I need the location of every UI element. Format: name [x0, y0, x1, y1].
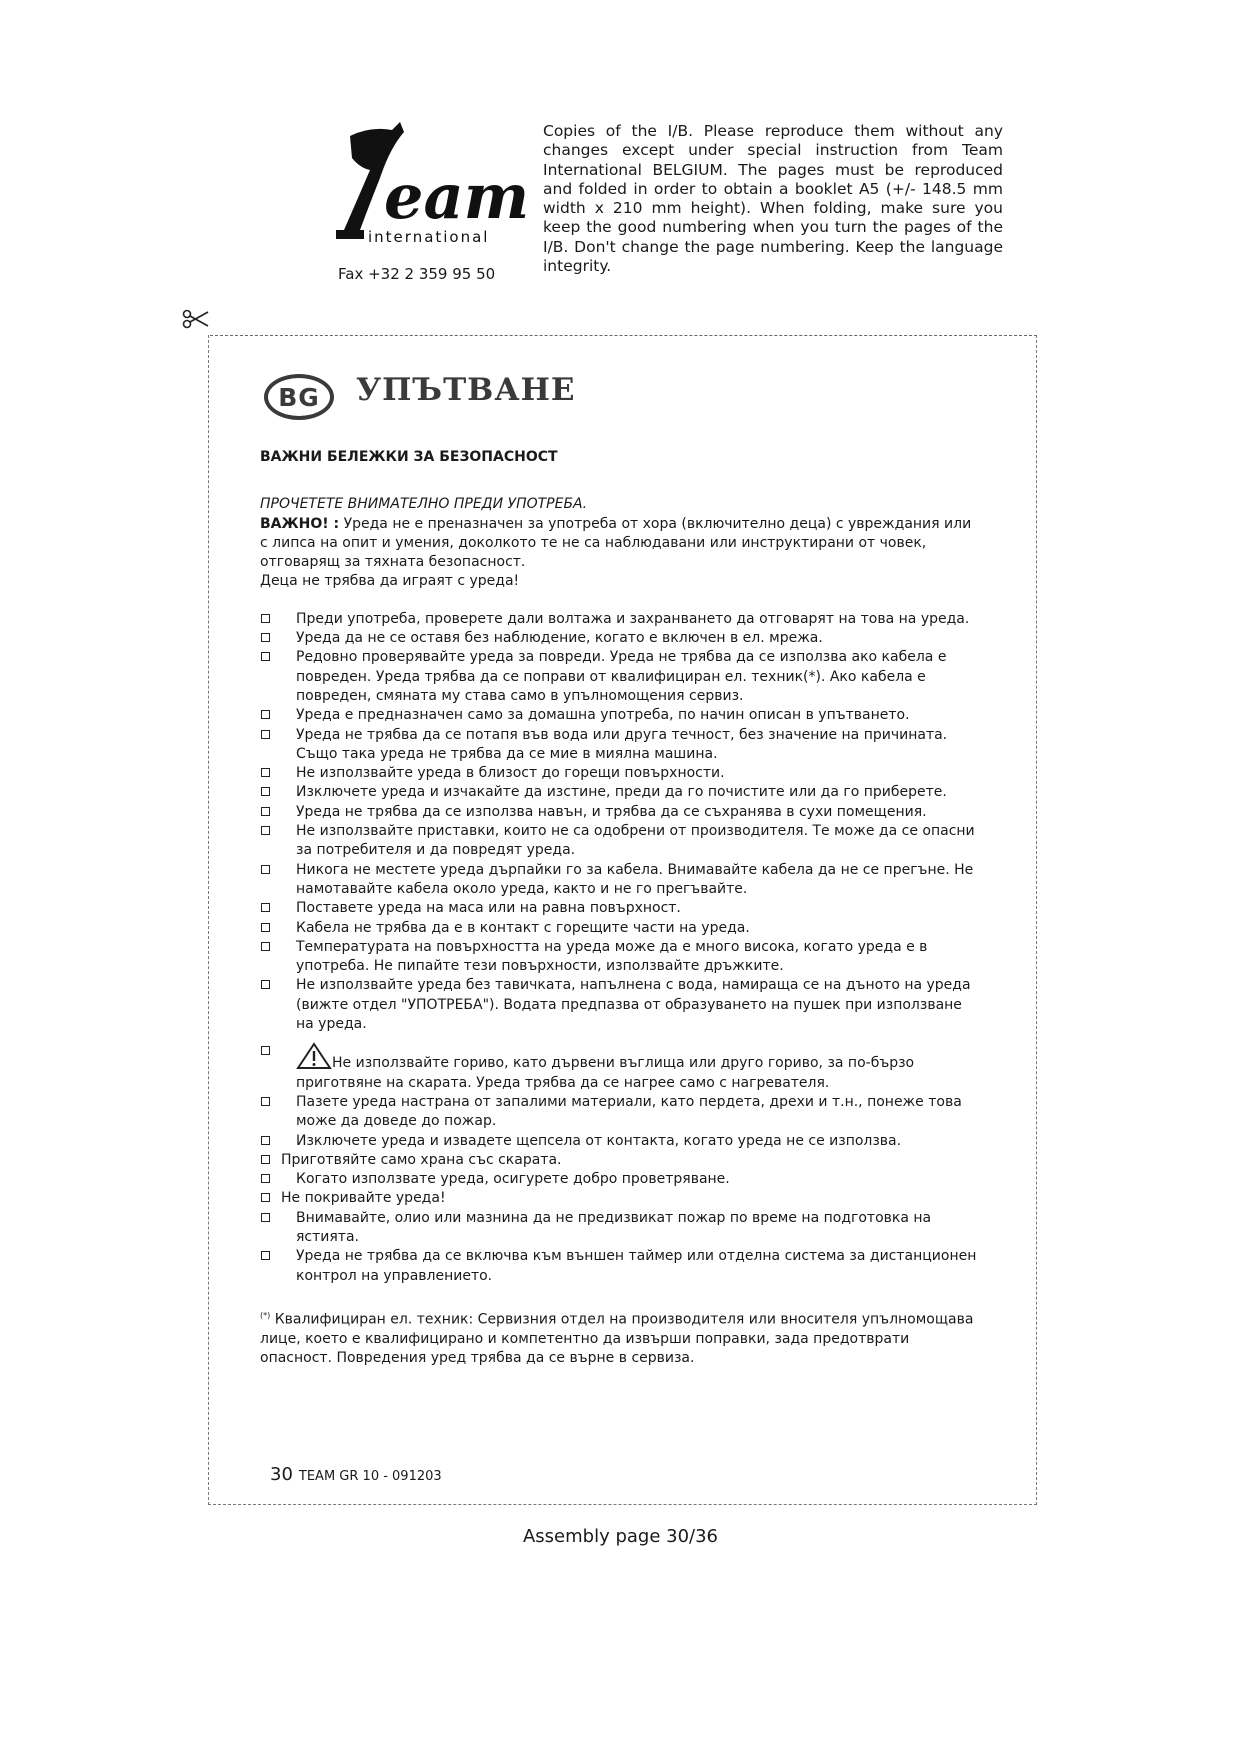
checkbox-bullet-icon — [261, 1046, 270, 1055]
fax-number: Fax +32 2 359 95 50 — [338, 265, 496, 283]
checkbox-bullet-icon — [261, 1097, 270, 1106]
list-item: Не използвайте уреда без тавичката, напълнена с вода, намираща се на дъното на уреда (вижте отдел "УПОТРЕБА"). Водата предпазва от образуването на пушек при използване на уреда. — [260, 976, 982, 1034]
page-footer — [270, 1464, 442, 1485]
list-item: Изключете уреда и извадете щепсела от контакта, когато уреда не се използва. — [260, 1132, 982, 1151]
checkbox-bullet-icon — [261, 923, 270, 932]
list-item: Уреда е предназначен само за домашна употреба, по начин описан в упътването. — [260, 706, 982, 725]
checkbox-bullet-icon — [261, 652, 270, 661]
important-label: ВАЖНО! : — [260, 515, 340, 532]
list-item: Не използвайте приставки, които не са одобрени от производителя. Те може да се опасни за потребителя и да повредят уреда. — [260, 822, 982, 861]
team-international-logo — [330, 118, 530, 258]
checkbox-bullet-icon — [261, 633, 270, 642]
checkbox-bullet-icon — [261, 1136, 270, 1145]
section-title: ВАЖНИ БЕЛЕЖКИ ЗА БЕЗОПАСНОСТ — [260, 449, 558, 465]
footnote — [260, 1306, 982, 1369]
checkbox-bullet-icon — [261, 865, 270, 874]
list-item: Уреда не трябва да се използва навън, и трябва да се съхранява в сухи помещения. — [260, 803, 982, 822]
list-item: Редовно проверявайте уреда за повреди. Уреда не трябва да се използва ако кабела е повреден. Уреда трябва да се поправи от квалифициран ел. техник(*). Ако кабела е повреден, смяната му става само в упълномощения сервиз. — [260, 648, 982, 706]
list-item: Не покривайте уреда! — [260, 1189, 982, 1208]
footnote-mark: (*) — [260, 1310, 271, 1320]
scissors-icon — [182, 308, 210, 330]
list-item: Приготвяйте само храна със скарата. — [260, 1151, 982, 1170]
list-item: Поставете уреда на маса или на равна повърхност. — [260, 899, 982, 918]
list-item: Пазете уреда настрана от запалими материали, като пердета, дрехи и т.н., понеже това може да доведе до пожар. — [260, 1093, 982, 1132]
list-item: Никога не местете уреда дърпайки го за кабела. Внимавайте кабела да не се прегъне. Не намотавайте кабела около уреда, както и не го прегъвайте. — [260, 861, 982, 900]
list-item: Изключете уреда и изчакайте да изстине, преди да го почистите или да го приберете. — [260, 783, 982, 802]
checkbox-bullet-icon — [261, 730, 270, 739]
language-badge: BG — [264, 374, 334, 420]
safety-list — [260, 610, 982, 1286]
assembly-page-label: Assembly page 30/36 — [522, 1526, 719, 1547]
list-item: Преди употреба, проверете дали волтажа и захранването да отговарят на това на уреда. — [260, 610, 982, 629]
checkbox-bullet-icon — [261, 1155, 270, 1164]
list-item: Не използвайте уреда в близост до горещи повърхности. — [260, 764, 982, 783]
children-warning: Деца не трябва да играят с уреда! — [260, 573, 520, 590]
checkbox-bullet-icon — [261, 1251, 270, 1260]
list-item: Уреда да не се оставя без наблюдение, когато е включен в ел. мрежа. — [260, 629, 982, 648]
footnote-text: Квалифициран ел. техник: Сервизния отдел на производителя или вносителя упълномощава лице, което е квалифицирано и компетентно да извърши поправки, зада предотврати опасност. Повредения уред трябва да се върне в сервиза. — [260, 1311, 974, 1367]
read-carefully-note: ПРОЧЕТЕТЕ ВНИМАТЕЛНО ПРЕДИ УПОТРЕБА. — [260, 496, 588, 513]
list-item: Кабела не трябва да е в контакт с горещите части на уреда. — [260, 919, 982, 938]
list-item: Когато използвате уреда, осигурете добро проветряване. — [260, 1170, 982, 1189]
page-number: 30 — [270, 1464, 293, 1485]
list-item: Уреда не трябва да се потапя във вода или друга течност, без значение на причината. Също така уреда не трябва да се мие в миялна машина. — [260, 726, 982, 765]
warning-triangle-icon — [296, 1042, 332, 1070]
checkbox-bullet-icon — [261, 768, 270, 777]
list-item: Внимавайте, олио или мазнина да не предизвикат пожар по време на подготовка на ястията. — [260, 1209, 982, 1248]
important-text: Уреда не е преназначен за употреба от хора (включително деца) с увреждания или с липса на опит и умения, доколкото те не са наблюдавани или инструктирани от човек, отговарящ за тяхната безопасност. — [260, 515, 972, 571]
checkbox-bullet-icon — [261, 1193, 270, 1202]
svg-text:international: international — [368, 228, 490, 246]
list-item: Температурата на повърхността на уреда може да е много висока, когато уреда е в употреба. Не пипайте тези повърхности, използвайте дръжките. — [260, 938, 982, 977]
checkbox-bullet-icon — [261, 826, 270, 835]
checkbox-bullet-icon — [261, 942, 270, 951]
checkbox-bullet-icon — [261, 1174, 270, 1183]
model-code: TEAM GR 10 - 091203 — [298, 1469, 442, 1484]
checkbox-bullet-icon — [261, 1213, 270, 1222]
checkbox-bullet-icon — [261, 614, 270, 623]
checkbox-bullet-icon — [261, 787, 270, 796]
reproduction-instructions: Copies of the I/B. Please reproduce them without any changes except under special instruction from Team International BELGIUM. The pages must be reproduced and folded in order to obtain a booklet A5 (+/- 148.5 mm width x 210 mm height). When folding, make sure you keep the good numbering when you turn the pages of the I/B. Don't change the page numbering. Keep the language integrity. — [543, 122, 1003, 276]
checkbox-bullet-icon — [261, 807, 270, 816]
page-title: УПЪТВАНЕ — [356, 372, 576, 408]
checkbox-bullet-icon — [261, 710, 270, 719]
safety-content — [260, 448, 982, 1368]
checkbox-bullet-icon — [261, 903, 270, 912]
list-item-hazard: Не използвайте гориво, като дървени въглища или друго гориво, за по-бързо приготвяне на скарата. Уреда трябва да се нагрее само с нагревателя. — [260, 1034, 982, 1093]
svg-text:eam: eam — [384, 160, 530, 233]
important-paragraph — [260, 515, 982, 573]
checkbox-bullet-icon — [261, 980, 270, 989]
list-item: Уреда не трябва да се включва към външен таймер или отделна система за дистанционен контрол на управлението. — [260, 1247, 982, 1286]
